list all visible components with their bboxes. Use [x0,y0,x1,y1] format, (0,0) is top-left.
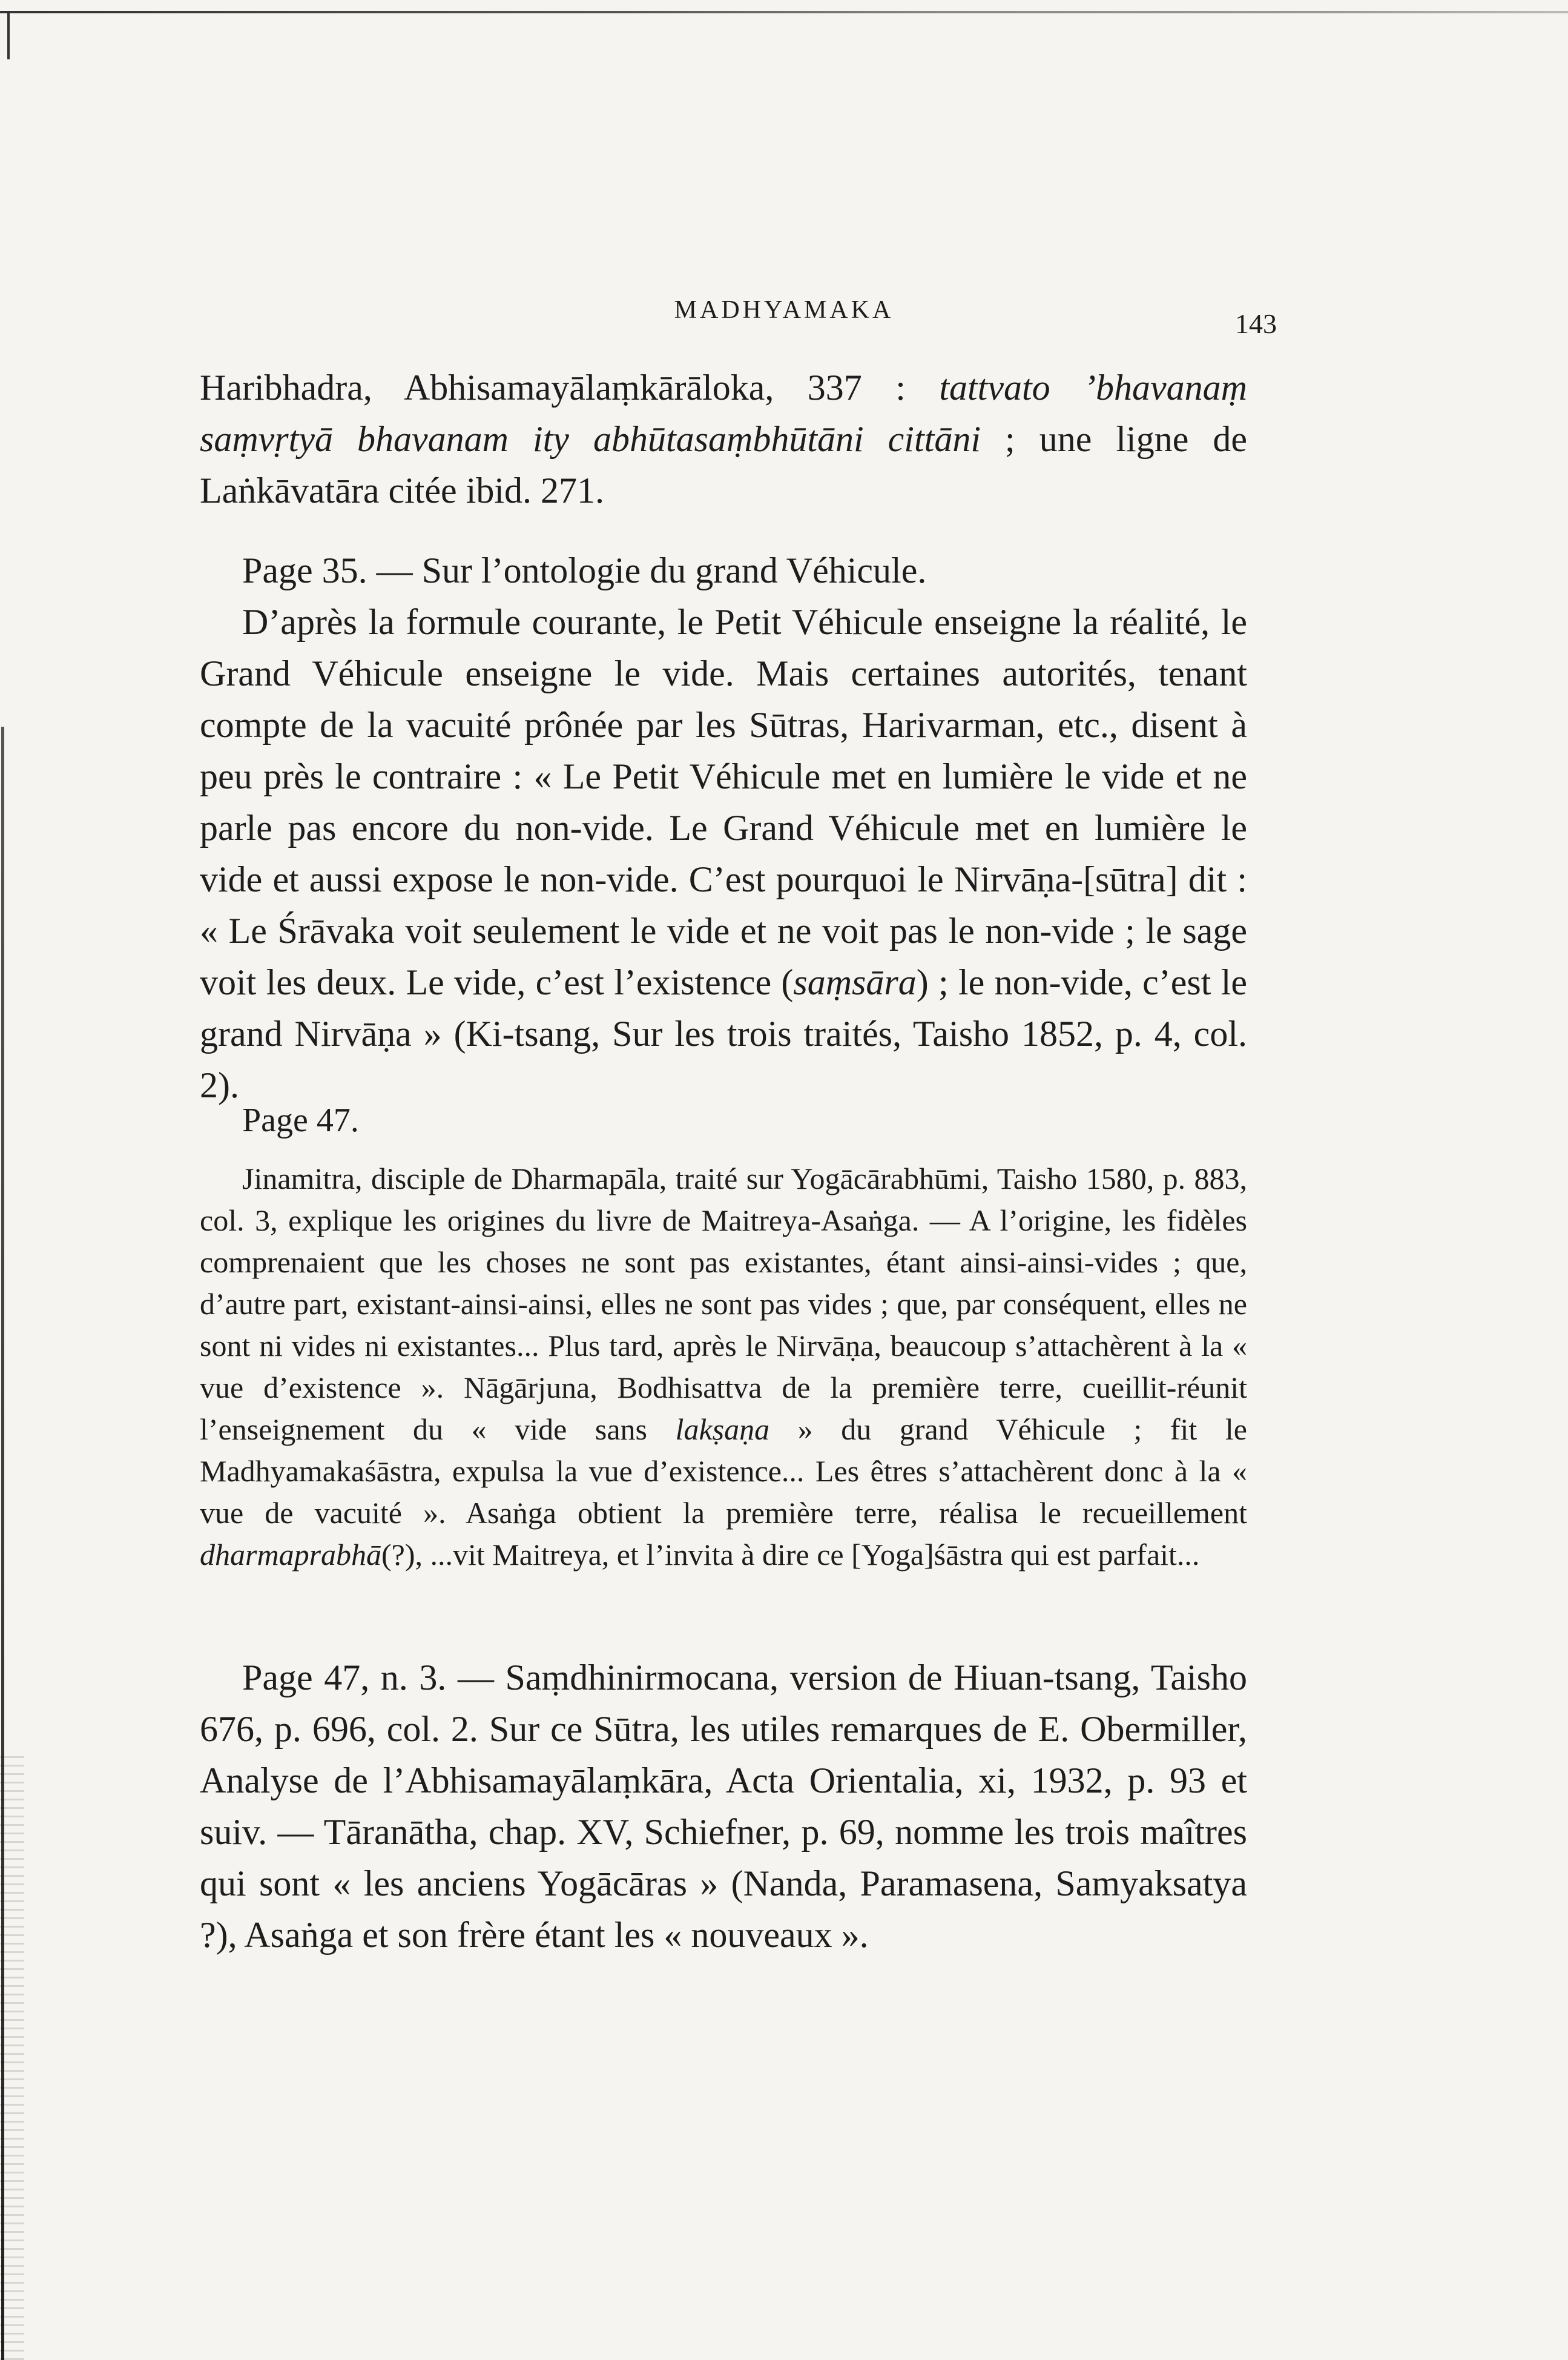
scan-corner-mark [7,11,10,59]
scan-edge-line [0,11,1568,13]
paragraph-haribhadra [200,362,1247,517]
scan-noise [0,1756,24,2360]
section-page-47 [200,1158,1247,1576]
text-run: ) ; le non-vide, c’est le grand Nirvāṇa » (Ki-tsang, Sur les trois traités, Taisho 1852, p. 4, col. 2). [200,962,1248,1105]
italic-citation: tattvato ’bhavanaṃ saṃvṛtyā bhavanam ity abhūtasaṃbhūtāni cittāni [200,368,1247,459]
section-page-47-note-3 [200,1652,1247,1961]
running-head: MADHYAMAKA [674,296,894,324]
text-run: (?), ...vit Maitreya, et l’invita à dire ce [Yoga]śāstra qui est parfait... [381,1538,1200,1572]
italic-term: saṃsāra [793,962,917,1002]
italic-term: lakṣaṇa [675,1412,770,1446]
section-heading: Page 35. — Sur l’ontologie du grand Véhicule. [242,550,927,590]
text-run: ; une ligne de Laṅkāvatāra citée ibid. 271. [200,419,1247,511]
text-run: Jinamitra, disciple de Dharmapāla, traité sur Yogācārabhūmi, Taisho 1580, p. 883, col. 3, explique les origines du livre de Maitreya-Asaṅga. — A l’origine, les fidèles comprenaient que les choses ne sont pas existantes, étant ainsi-ainsi-vides ; que, d’autre part, existant-ainsi-ainsi, elles ne sont pas vides ; que, par conséquent, elles ne sont ni vides ni existantes... Plus tard, après le Nirvāṇa, beaucoup s’attachèrent à la « vue d’existence ». Nāgārjuna, Bodhisattva de la première terre, cueillit-réunit l’enseignement du « vide sans [200,1162,1247,1446]
text-run: » du grand Véhicule ; fit le Madhyamakaśāstra, expulsa la vue d’existence... Les êtres s’attachèrent donc à la « vue de vacuité ». Asaṅga obtient la première terre, réalisa le recueillement [200,1412,1247,1530]
text-run: Haribhadra, Abhisamayālaṃkārāloka, 337 : [200,368,940,408]
section-heading-page-47: Page 47. [242,1102,359,1139]
italic-term: dharmaprabhā [200,1538,382,1572]
page-number: 143 [1235,308,1277,339]
section-page-35 [200,545,1247,1111]
text-run: D’après la formule courante, le Petit Véhicule enseigne la réalité, le Grand Véhicule enseigne le vide. Mais certaines autorités, tenant compte de la vacuité prônée par les Sūtras, Harivarman, etc., disent à peu près le contraire : « Le Petit Véhicule met en lumière le vide et ne parle pas encore du non-vide. Le Grand Véhicule met en lumière le vide et aussi expose le non-vide. C’est pourquoi le Nirvāṇa-[sūtra] dit : « Le Śrāvaka voit seulement le vide et ne voit pas le non-vide ; le sage voit les deux. Le vide, c’est l’existence ( [200,602,1247,1002]
paragraph: Page 47, n. 3. — Saṃdhinirmocana, version de Hiuan-tsang, Taisho 676, p. 696, col. 2. Sur ce Sūtra, les utiles remarques de E. Obermiller, Analyse de l’Abhisamayālaṃkāra, Acta Orientalia, xi, 1932, p. 93 et suiv. — Tāranātha, chap. XV, Schiefner, p. 69, nomme les trois maîtres qui sont « les anciens Yogācāras » (Nanda, Paramasena, Samyaksatya ?), Asaṅga et son frère étant les « nouveaux ». [200,1658,1247,1955]
